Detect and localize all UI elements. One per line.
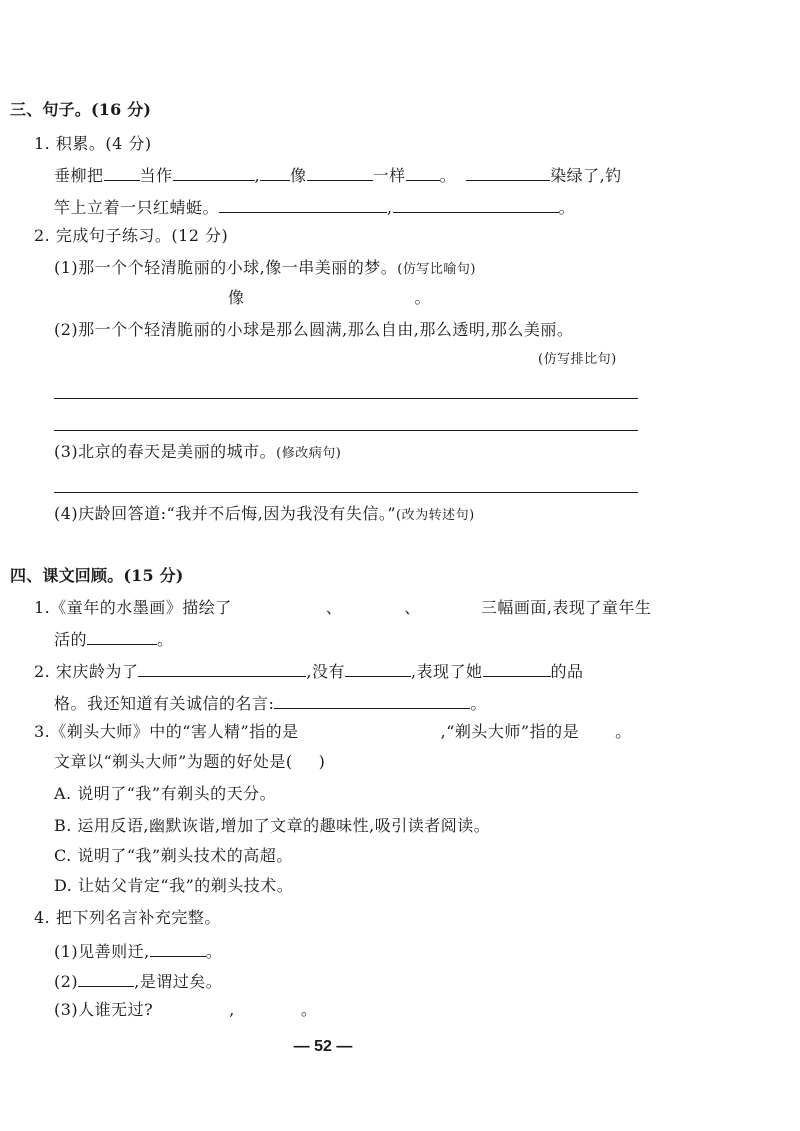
blank[interactable] [274, 692, 470, 709]
blank[interactable] [138, 660, 306, 677]
s4-q1-line-2 [54, 628, 174, 650]
s4-q4-item-1 [54, 940, 222, 962]
text: (4)庆龄回答道:“我并不后悔,因为我没有失信。” [54, 504, 397, 523]
option-a[interactable]: A. 说明了“我”有剃头的天分。 [54, 784, 277, 803]
instruction-note: (仿写比喻句) [397, 262, 476, 277]
text: 染绿了,钓 [550, 166, 622, 185]
text: 格。我还知道有关诚信的名言: [54, 694, 275, 713]
text: 。 [205, 942, 223, 961]
blank[interactable] [87, 628, 157, 645]
section-3-title: 三、句子。(16 分) [10, 100, 152, 119]
q2-part-1-answer [228, 288, 431, 308]
blank[interactable] [150, 940, 206, 957]
blank[interactable] [260, 164, 290, 181]
s4-q4-item-3 [54, 1000, 317, 1020]
text: 像 [228, 288, 245, 307]
text: 。 [558, 198, 576, 217]
text: 竿上立着一只红蜻蜓。 [54, 198, 220, 217]
text: (3)人谁无过? [54, 1000, 154, 1019]
s4-q1-line-1 [34, 598, 651, 618]
q2-part-2: (2)那一个个轻清脆丽的小球是那么圆满,那么自由,那么透明,那么美丽。 [54, 320, 574, 339]
text: 。 [157, 630, 174, 649]
text: 文章以“剃头大师”为题的好处是( [54, 752, 293, 771]
text: 2. 宋庆龄为了 [34, 662, 139, 681]
text: , [387, 198, 393, 217]
s4-q4-heading: 4. 把下列名言补充完整。 [34, 908, 221, 927]
q1-line-1 [54, 164, 622, 186]
text: 的品 [550, 662, 584, 681]
q2-part-4 [54, 504, 475, 526]
text: 。 [615, 722, 632, 741]
text: 活的 [54, 630, 88, 649]
s4-q2-line-1 [34, 660, 584, 682]
blank[interactable] [173, 164, 255, 181]
q2-heading: 2. 完成句子练习。(12 分) [34, 226, 229, 245]
answer-line[interactable] [54, 430, 638, 431]
s4-q3-line-1 [34, 722, 632, 742]
text: 、 [404, 598, 421, 617]
option-d[interactable]: D. 让姑父肯定“我”的剃头技术。 [54, 876, 294, 895]
answer-line[interactable] [54, 398, 638, 399]
text: (3)北京的春天是美丽的城市。 [54, 442, 277, 461]
blank[interactable] [219, 196, 387, 213]
blank[interactable] [307, 164, 373, 181]
text: 。 [300, 1000, 318, 1019]
text: 当作 [139, 166, 173, 185]
q2-part-2-note: (仿写排比句) [538, 352, 617, 367]
page-number: — 52 — [293, 1038, 353, 1055]
text: , [229, 1000, 235, 1019]
text: ,表现了她 [410, 662, 483, 681]
q2-part-1 [54, 258, 476, 280]
text: 垂柳把 [54, 166, 104, 185]
text: 3.《剃头大师》中的“害人精”指的是 [34, 722, 299, 741]
blank[interactable] [104, 164, 140, 181]
text: 1.《童年的水墨画》描绘了 [34, 598, 232, 617]
s4-q3-line-2 [54, 752, 325, 772]
text: ,没有 [306, 662, 345, 681]
text: ) [318, 752, 326, 771]
blank[interactable] [406, 164, 440, 181]
text: 像 [290, 166, 307, 185]
text: 。 [439, 166, 457, 185]
text: 三幅画面,表现了童年生 [480, 598, 652, 617]
section-4-title: 四、课文回顾。(15 分) [10, 566, 184, 585]
text: ,“剃头大师”指的是 [440, 722, 580, 741]
instruction-note: (修改病句) [276, 446, 342, 461]
q2-part-3 [54, 442, 341, 464]
s4-q4-item-2 [54, 970, 222, 992]
text: ,是谓过矣。 [134, 972, 223, 991]
instruction-note: (改为转述句) [396, 508, 475, 523]
text: (1)见善则迁, [54, 942, 150, 961]
blank[interactable] [345, 660, 411, 677]
s4-q2-line-2 [54, 692, 487, 714]
text: 、 [325, 598, 343, 617]
text: 。 [470, 694, 487, 713]
text: , [254, 166, 261, 185]
text: 一样 [372, 166, 406, 185]
blank[interactable] [78, 970, 134, 987]
text: 。 [414, 288, 432, 307]
blank[interactable] [466, 164, 550, 181]
option-c[interactable]: C. 说明了“我”剃头技术的高超。 [54, 846, 293, 865]
q1-line-2 [54, 196, 575, 218]
text: (2) [54, 972, 79, 991]
q1-heading: 1. 积累。(4 分) [34, 134, 152, 153]
text: (1)那一个个轻清脆丽的小球,像一串美丽的梦。 [54, 258, 398, 277]
blank[interactable] [393, 196, 559, 213]
answer-line[interactable] [54, 492, 638, 493]
blank[interactable] [483, 660, 551, 677]
option-b[interactable]: B. 运用反语,幽默诙谐,增加了文章的趣味性,吸引读者阅读。 [54, 816, 491, 835]
